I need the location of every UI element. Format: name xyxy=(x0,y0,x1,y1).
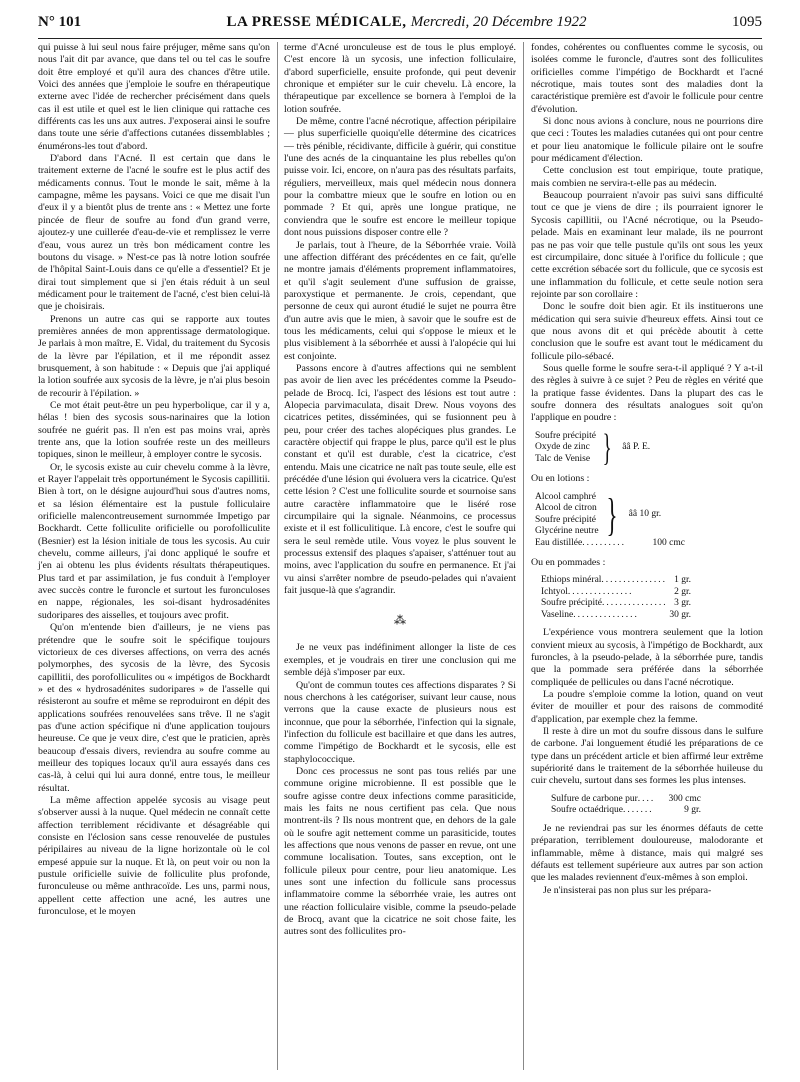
paragraph: Cette conclusion est tout empirique, toute pratique, mais combien ne servira-t-elle pas au médecin. xyxy=(531,165,763,189)
column-divider xyxy=(523,42,524,1070)
paragraph: terme d'Acné uronculeuse est de tous le plus employé. C'est encore là un sycosis, une infection folliculaire, d'abord superficielle, ensuite profonde, qui peut devenir chronique et empiéter sur le cuir chevelu. Là encore, la thérapeutique par excellence se bornera à l'emploi de la lotion soufrée. xyxy=(284,42,516,115)
paragraph: Il reste à dire un mot du soufre dissous dans le sulfure de carbone. J'ai longuement étudié les préparations de ce type dans un précédent article et bien affirmé leur extrême supériorité dans le traitement de la séborrhée huileuse du cuir chevelu, surtout dans ses formes les plus intenses. xyxy=(531,726,763,787)
paragraph: fondes, cohérentes ou confluentes comme le sycosis, ou isolées comme le furoncle, d'autres sont des folliculites orificielles comme l'impétigo de Bockhardt et l'acné nécrotique, mais toutes sont des maladies dont la caractéristique première est d'avoir le follicule pour centre d'évolution. xyxy=(531,42,763,115)
rx-item: Glycérine neutre xyxy=(535,526,599,536)
rx-item: Alcool camphré xyxy=(535,491,596,502)
brace: } xyxy=(602,426,612,469)
header-rule xyxy=(38,38,762,39)
prescription-sulfure xyxy=(551,794,701,817)
rx-line: Eau distillée .......... 100 cmc xyxy=(535,537,685,548)
rx-line: Vaseline ............... 30 gr. xyxy=(541,609,691,620)
paragraph: Sous quelle forme le soufre sera-t-il appliqué ? Y a-t-il des règles à suivre à ce sujet ? Peu de règles en vérité que la pratique fasse évidentes. Dans la plupart des cas le soufre donnera des résultats analogues soit qu'on l'applique en poudre : xyxy=(531,362,763,424)
rx-heading: Ou en pommades : xyxy=(531,557,606,568)
page-number: 1095 xyxy=(732,14,762,30)
paragraph: Donc ces processus ne sont pas tous reliés par une commune origine microbienne. Il est possible que le soufre agisse contre deux infections comme parasiticide, mais les faits ne nous certifient pas cela. Que nous montrent-ils ? Ils nous montrent que, en dehors de la gale où le soufre agit nettement comme un parasiticide, toutes les affections que nous venons de passer en revue, ont une commune localisation. Toutes, sans exception, ont le follicule pileux pour centre, pour lieu anatomique. Les unes sont une infection du follicule sans processus inflammatoire comme la séborrhée vraie, les autres ont une réaction folliculaire visible, comme la pseudo-pelade de Brocq, avant que la cicatrice ne soit chose faite, les autres sont des folliculites pro- xyxy=(284,765,516,938)
paragraph: Je n'insisterai pas non plus sur les prépara- xyxy=(543,884,712,896)
paragraph: qui puisse à lui seul nous faire préjuger, même sans qu'on nous l'ait dit par avance, que dans tel ou tel cas le soufre doit être employé et qu'il aura des chances d'être utile. Voici des années que j'emploie le soufre en thérapeutique externe avec l'idée de rechercher précisément dans quels cas il est utile et quel est le lien clinique qui rattache ces différents cas les uns aux autres. J'exposerai ainsi le soufre dans toute une série d'affections cutanées dissemblables ; énumérons-les tout d'abord. xyxy=(38,42,270,152)
rx-line: Sulfure de carbone pur .... 300 cmc xyxy=(551,793,701,804)
rx-item: Soufre précipité xyxy=(535,430,596,441)
paragraph: Prenons un autre cas qui se rapporte aux toutes premières années de mon apprentissage dermatologique. Je parlais à mon maître, E. Vidal, du traitement du Sycosis de la lèvre par l'épilation, et il me répondit assez brusquement, à son habitude : « Depuis que j'ai appliqué la lotion soufrée aux sycosis de la lèvre, je n'ai plus besoin de recourir à l'épilation. » xyxy=(38,313,270,399)
rx-line: Ethiops minéral ............... 1 gr. xyxy=(541,575,691,586)
paragraph: Qu'on m'entende bien d'ailleurs, je ne viens pas prétendre que le soufre soit le spécifique toujours victorieux de ces diverses affections, on verra des acnés polymorphes, des sycosis de la lèvre, des Sycosis capillitii, des porofolliculites ou « impétigos de Bockhardt » et des « hydrosadénites sudoripares » de l'asselle qui résisteront au soufre et même se reproduiront en dépit des applications soufrées renouvelées sans trêve. Il ne s'agit pas d'une action spécifique ni d'une application toujours heureuse. Ce que je veux dire, c'est que le praticien, après beaucoup d'essais divers, reviendra au soufre comme au meilleur des topiques locaux qu'il aura essayés dans ces cas-là, à celui qui lui aura donné, entre tous, le meilleur résultat. xyxy=(38,622,270,794)
paragraph: Donc le soufre doit bien agir. Et ils instituerons une médication qui sera suivie d'heureux effets. Ainsi tout ce que nous avons dit et qui précède aboutit à cette conclusion que le soufre est avant tout le médicament du follicule pilo-sébacé. xyxy=(531,301,763,362)
paragraph: L'expérience vous montrera seulement que la lotion convient mieux au sycosis, à l'impétigo de Bockhardt, aux furoncles, à la pseudo-pelade, à la séborrhée pure, tandis que la pommade sera préférée dans la séborrhée compliquée de pellicules ou dans l'acné nécrotique. xyxy=(531,627,763,688)
journal-title xyxy=(227,14,587,31)
issue-number: N° 101 xyxy=(38,14,82,30)
paragraph: La même affection appelée sycosis au visage peut s'observer aussi à la nuque. Quel médecin ne connaît cette affection terriblement récidivante et désagréable qui consiste en l'éclosion sans cesse renouvelée de pustules péripilaires au niveau de la ligne horizontale où le col empesé appuie sur la nuque. Et là, on peut voir ou non la pustule orificielle suivie de folliculite plus profonde, furonculeuse ou même anthracoïde. Les uns, parmi nous, appellent cette affection une acné, les autres une furonculose, et le moyen xyxy=(38,794,270,918)
column-3 xyxy=(531,42,763,897)
rx-quantity: ââ 10 gr. xyxy=(628,508,662,519)
column-2 xyxy=(284,42,516,939)
rx-line: Ichtyol ............... 2 gr. xyxy=(541,586,691,597)
issue-date: Mercredi, 20 Décembre 1922 xyxy=(410,14,587,30)
paragraph: Je ne veux pas indéfiniment allonger la liste de ces exemples, et je voudrais en tirer une conclusion qui me semble déjà s'imposer par eux. xyxy=(284,642,516,679)
paragraph: D'abord dans l'Acné. Il est certain que dans le traitement externe de l'acné le soufre est le plus actif des médicaments connus. Tout le monde le sait, même à la campagne, même les paysans. Voici ce que me disait l'un d'eux il y a bientôt plus de trente ans : « Mettez une forte pincée de fleur de soufre au fond d'un grand verre, ajoutez-y une cuillerée d'eau-de-vie et remplissez le verre d'eau, vous aurez un très bon médicament contre les boutons du visage. » N'est-ce pas là notre lotion soufrée de l'hôpital Saint-Louis dans ce qu'elle a d'essentiel? Et je dirai tout simplement que si j'en étais réduit à un seul médicament pour le traitement de l'acné, c'est bien celui-là que je choisirais. xyxy=(38,153,270,313)
rx-item: Alcool de citron xyxy=(535,503,597,513)
paragraph: Ce mot était peut-être un peu hyperbolique, car il y a, hélas ! bien des sycosis sous-narinaires que la lotion soufrée ne guérit pas. Il n'en est pas moins vrai, après trente ans, que la lotion soufrée reste un des meilleurs topiques, sinon le meilleur, à employer contre le sycosis. xyxy=(38,399,270,461)
paragraph: Or, le sycosis existe au cuir chevelu comme à la lèvre, et Rayer l'appelait très opportunément le Sycosis capillitii. Bien à tort, on le désigne aujourd'hui sous d'autres noms, et sa lésion élémentaire est la pustule folliculaire orificielle malencontreusement surnommée Impetigo par Bockhardt. Cette folliculite orificielle ou porofolliculite (Besnier) est la lésion initiale de tous les sycosis. Au cuir chevelu, comme ailleurs, j'ai donc appliqué le soufre et j'en ai obtenu les plus évidents résultats thérapeutiques. Plus tard et par assimilation, je fus conduit à l'employer avec succès contre le furoncle et surtout les furonculoses en nappe, régionales, les soi-disant hydrosadénites sudoripares des aisselles, et toujours avec profit. xyxy=(38,461,270,621)
rx-line: Soufre précipité ............... 3 gr. xyxy=(541,598,691,609)
column-1 xyxy=(38,42,270,918)
prescription-pommade xyxy=(541,575,691,621)
paragraph: Je ne reviendrai pas sur les énormes défauts de cette préparation, terriblement douloureuse, malodorante et inflammable, même à distance, mais qui malgré ses défauts est tellement supérieure aux autres par son action que les malades reviennent d'eux-mêmes à son emploi. xyxy=(531,822,763,884)
paragraph: Si donc nous avions à conclure, nous ne pourrions dire que ceci : Toutes les maladies cutanées qui ont pour centre et pour lieu anatomique le follicule pilaire ont le soufre pour médicament d'élection. xyxy=(531,116,763,165)
paragraph: Passons encore à d'autres affections qui ne semblent pas avoir de lien avec les précédentes comme la Pseudo-pelade de Brocq. Ici, l'aspect des lésions est tout autre : Alopecia parvimaculata, disait Drew. Nous voyons des cicatrices petites, disséminées, qui se fusionnent peu à peu, pour créer des taches alopéciques plus grandes. Le caractère objectif qui frappe le plus, parce qu'il est le plus constant et qu'il est durable, c'est la cicatrice, c'est entendu. Mais une cicatrice ne naît pas toute seule, elle est précédée d'une lésion qui évoluera vers la cicatrice. Qu'est cette lésion ? C'est une folliculite sourde et sournoise sans autre caractère inflammatoire que le liséré rose circumpilaire qui la signale. Néanmoins, ce processus existe et il est folliculitique. Là encore, c'est le soufre qui sera le seul remède utile. Vous voyez le plus souvent le processus extensif des plaques s'apaiser, s'atténuer tout au moins, avec l'application du soufre en permanence. Et j'ai vu ainsi s'arrêter nombre de pseudo-pelades qui n'avaient fait jusque-là que s'agrandir. xyxy=(284,362,516,597)
section-separator: ⁂ xyxy=(394,613,406,628)
paragraph: Qu'ont de commun toutes ces affections disparates ? Si nous cherchons à les catégoriser, suivant leur cause, nous verrons que la cause exacte de plusieurs nous est inconnue, que pour la séborrhée, l'infection qui la signale, l'infection du follicule est bacillaire et que dans les autres, comme l'impétigo de Bockhardt et le sycosis, elle est staphylococcique. xyxy=(284,679,516,765)
prescription-lotion xyxy=(535,488,763,550)
page-header xyxy=(38,14,762,40)
rx-item: Soufre précipité xyxy=(535,514,596,525)
rx-item: Talc de Venise xyxy=(535,453,591,464)
paragraph: Je parlais, tout à l'heure, de la Séborrhée vraie. Voilà une affection différant des précédentes en ce fait, qu'elle ne montre jamais d'éléments proprement inflammatoires, et qu'il s'agit seulement d'une suffusion de graisse, paroxystique et permanente. Je crois, cependant, que personne de ceux qui auront étudié le sujet ne pourra être d'un autre avis que le mien, à savoir que le soufre est de tous les médicaments, celui qui s'oppose le mieux et le plus visiblement à la séborrhée et aussi à l'alopécie qui lui est conjointe. xyxy=(284,239,516,362)
paragraph: De même, contre l'acné nécrotique, affection péripilaire — plus superficielle quoiqu'elle détermine des cicatrices — très pénible, récidivante, difficile à guérir, qui constitue l'une des acnés de la cinquantaine les plus rebelles qu'on puisse voir. Ici, encore, on n'aura pas des résultats parfaits, réguliers, merveilleux, mais quel médecin nous donnera pour la combattre mieux que le soufre en lotion ou en pommade ? Et qui, après une longue pratique, ne conviendra que le soufre est encore le meilleur topique dont nous puissions disposer contre elle ? xyxy=(284,116,516,239)
rx-quantity: ââ P. E. xyxy=(622,442,651,453)
rx-heading: Ou en lotions : xyxy=(531,473,590,485)
brace: } xyxy=(606,488,618,540)
prescription-powder xyxy=(535,426,763,469)
column-divider xyxy=(277,42,278,1070)
paragraph: La poudre s'emploie comme la lotion, quand on veut éviter de mouiller et pour des raisons de commodité d'application, par exemple chez la femme. xyxy=(531,689,763,725)
paragraph: Beaucoup pourraient n'avoir pas suivi sans difficulté tout ce que je viens de dire ; ils pourraient ignorer le Sycosis capillitii, ou l'Acné nécrotique, ou la Pseudo-pelade. Mais en examinant leur malade, ils ne pourront pas ne pas voir que telle pustule qu'ils ont sous les yeux est circumpilaire, donc située à l'orifice du follicule ; que cette excrétion sébacée sort du follicule, que ce sycosis est une inflammation du follicule, et cette seule notion sera rejointe par son corollaire : xyxy=(531,190,763,300)
journal-name: LA PRESSE MÉDICALE, xyxy=(226,14,407,30)
rx-line: Soufre octaédrique ....... 9 gr. xyxy=(551,805,701,816)
rx-item: Oxyde de zinc xyxy=(535,442,590,453)
